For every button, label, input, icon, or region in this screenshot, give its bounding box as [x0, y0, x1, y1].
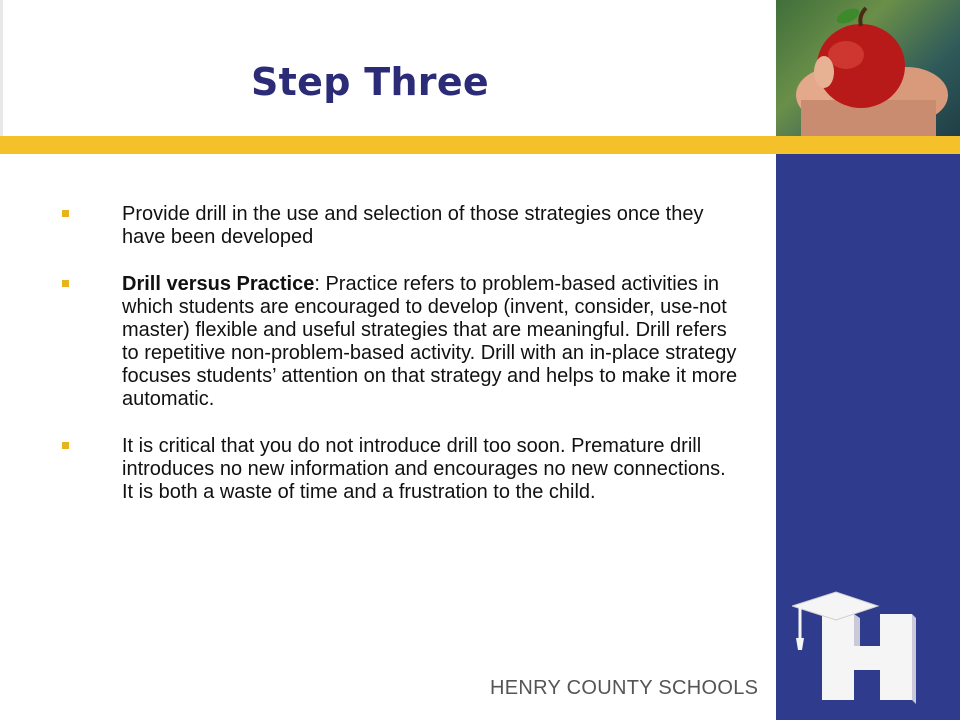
bullet-lead: Drill versus Practice: [122, 273, 315, 295]
bullet-list: [58, 203, 738, 504]
bullet-text: Provide drill in the use and selection of those strategies once they have been developed: [122, 203, 704, 248]
apple-in-hands-photo: [776, 0, 960, 140]
bullet-item: [58, 203, 738, 249]
bullet-text: It is critical that you do not introduce drill too soon. Premature drill introduces no new information and encourages no new connections. It is both a waste of time and a frustration to the child.: [122, 435, 726, 503]
bullet-marker-icon: [62, 280, 69, 287]
header-divider: [0, 0, 3, 136]
bullet-text: : Practice refers to problem-based activities in which students are encouraged to develop (invent, consider, use-not master) flexible and useful strategies that are meaningful. Drill refers to repetitive non-problem-based activity. Drill with an in-place strategy focuses students’ attention on that strategy and helps to make it more automatic.: [122, 273, 738, 410]
henry-graduation-cap-logo: [792, 572, 942, 712]
footer-org-name: HENRY COUNTY SCHOOLS: [490, 677, 759, 699]
slide-title: Step Three: [251, 60, 489, 104]
bullet-item: [58, 273, 738, 411]
bullet-marker-icon: [62, 210, 69, 217]
bullet-item: [58, 435, 738, 504]
bullet-marker-icon: [62, 442, 69, 449]
gold-accent-bar: [0, 136, 960, 154]
